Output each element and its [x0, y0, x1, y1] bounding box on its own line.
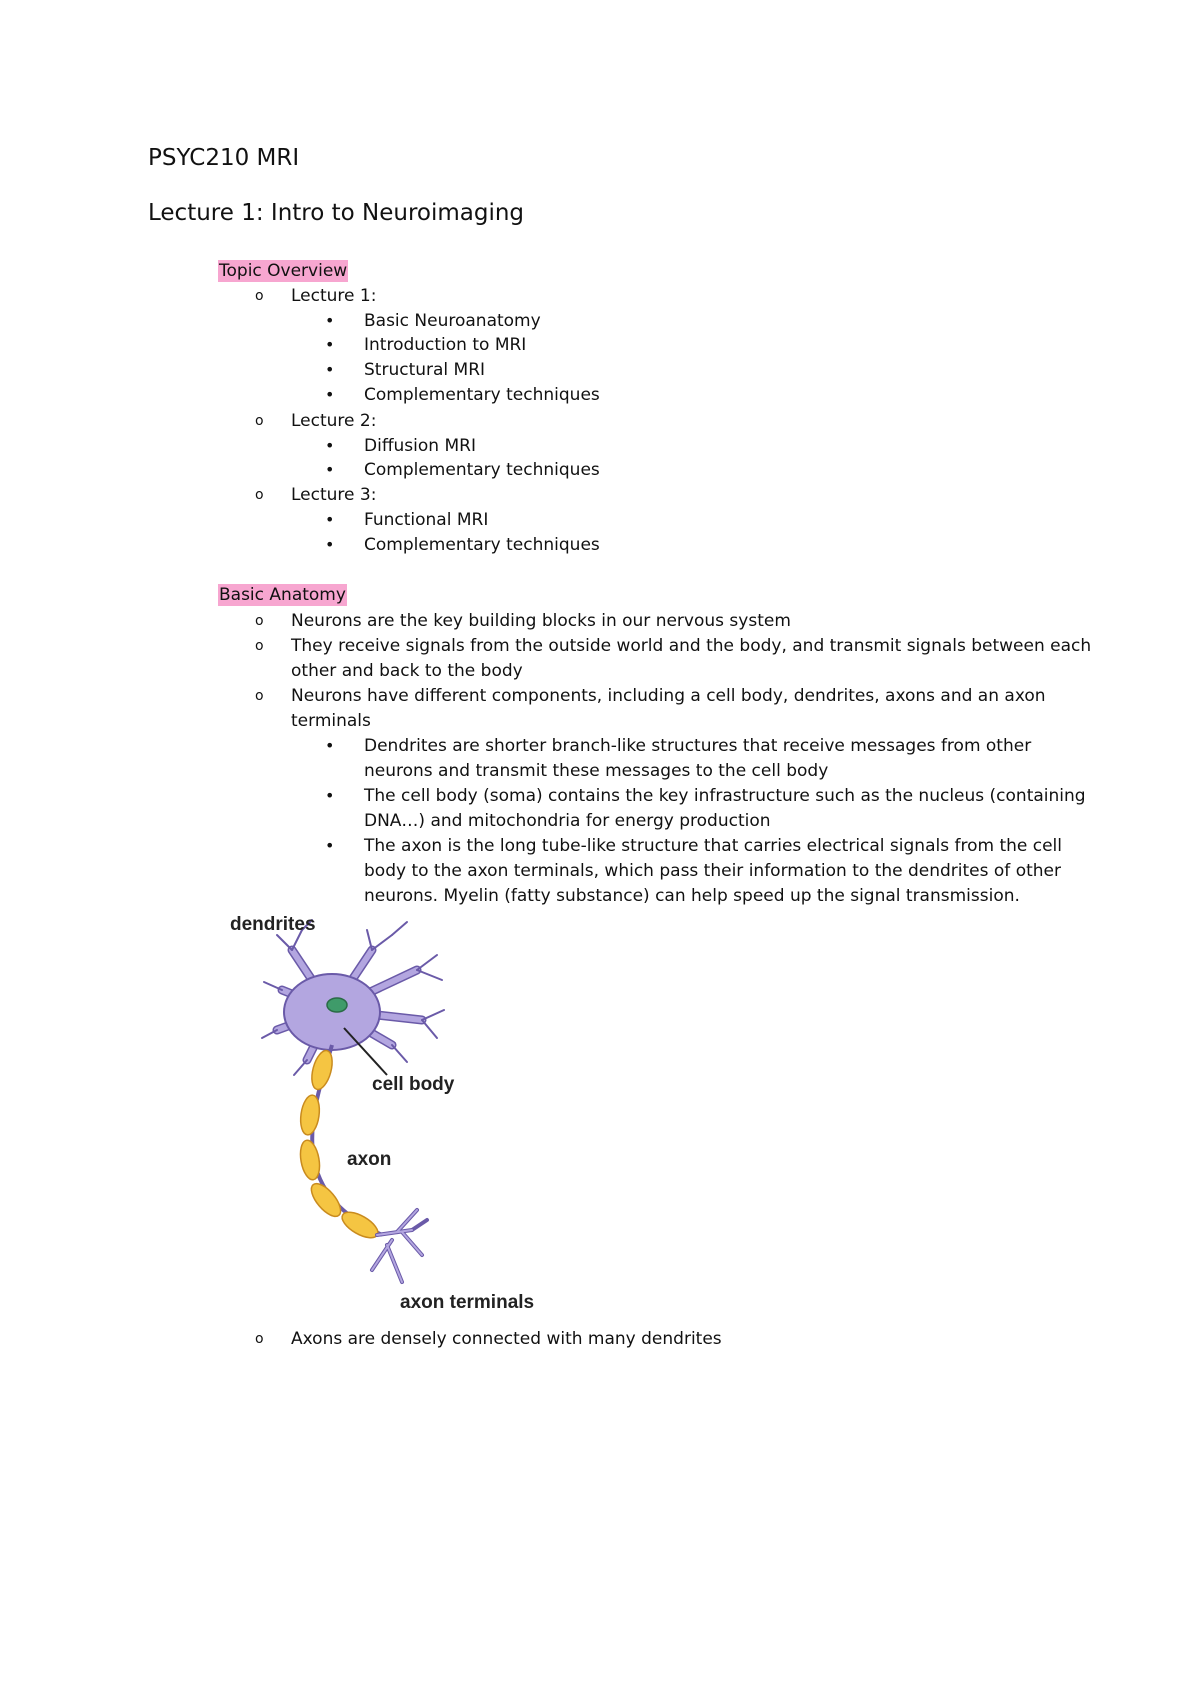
- anatomy-subpoint: The cell body (soma) contains the key infrastructure such as the nucleus (containing: [364, 786, 1086, 806]
- list-item: Diffusion MRI: [364, 436, 476, 456]
- bullet-icon: •: [325, 385, 335, 404]
- lecture-1-label: Lecture 1:: [291, 286, 377, 306]
- axon-terminals-branches: [372, 1210, 427, 1282]
- myelin-segments: [298, 1048, 382, 1242]
- bullet-icon: •: [325, 510, 335, 529]
- hollow-bullet-icon: o: [255, 613, 264, 629]
- list-item: Structural MRI: [364, 360, 486, 380]
- lecture-title: Lecture 1: Intro to Neuroimaging: [148, 200, 525, 226]
- anatomy-point: Neurons have different components, including a cell body, dendrites, axons and an axon: [291, 686, 1046, 706]
- hollow-bullet-icon: o: [255, 688, 264, 704]
- topic-overview-heading: Topic Overview: [219, 261, 348, 281]
- list-item: Complementary techniques: [364, 460, 600, 480]
- hollow-bullet-icon: o: [255, 1331, 264, 1347]
- anatomy-subpoint-continued: DNA…) and mitochondria for energy production: [364, 811, 771, 831]
- list-item: Basic Neuroanatomy: [364, 311, 541, 331]
- basic-anatomy-heading: Basic Anatomy: [219, 585, 346, 605]
- hollow-bullet-icon: o: [255, 638, 264, 654]
- label-dendrites: dendrites: [230, 914, 316, 935]
- neuron-cell-body: [262, 920, 444, 1075]
- bullet-icon: •: [325, 360, 335, 379]
- list-item: Functional MRI: [364, 510, 489, 530]
- anatomy-point-continued: other and back to the body: [291, 661, 523, 681]
- bullet-icon: •: [325, 535, 335, 554]
- anatomy-subpoint: The axon is the long tube-like structure that carries electrical signals from the cell: [364, 836, 1062, 856]
- anatomy-point-continued: terminals: [291, 711, 371, 731]
- bullet-icon: •: [325, 786, 335, 805]
- anatomy-subpoint: Dendrites are shorter branch-like structures that receive messages from other: [364, 736, 1032, 756]
- anatomy-subpoint-continued: neurons. Myelin (fatty substance) can help speed up the signal transmission.: [364, 886, 1020, 906]
- bullet-icon: •: [325, 311, 335, 330]
- list-item: Complementary techniques: [364, 385, 600, 405]
- anatomy-subpoint-continued: neurons and transmit these messages to the cell body: [364, 761, 829, 781]
- bullet-icon: •: [325, 736, 335, 755]
- list-item: Introduction to MRI: [364, 335, 527, 355]
- bullet-icon: •: [325, 436, 335, 455]
- bullet-icon: •: [325, 335, 335, 354]
- bullet-icon: •: [325, 836, 335, 855]
- bullet-icon: •: [325, 460, 335, 479]
- anatomy-final-point: Axons are densely connected with many dendrites: [291, 1329, 722, 1349]
- label-axon-terminals: axon terminals: [400, 1292, 535, 1310]
- label-cell-body: cell body: [372, 1074, 455, 1095]
- neuron-diagram: [222, 910, 552, 1310]
- nucleus: [327, 998, 347, 1012]
- lecture-2-label: Lecture 2:: [291, 411, 377, 431]
- hollow-bullet-icon: o: [255, 413, 264, 429]
- list-item: Complementary techniques: [364, 535, 600, 555]
- lecture-3-label: Lecture 3:: [291, 485, 377, 505]
- hollow-bullet-icon: o: [255, 487, 264, 503]
- hollow-bullet-icon: o: [255, 288, 264, 304]
- anatomy-point: Neurons are the key building blocks in our nervous system: [291, 611, 791, 631]
- anatomy-subpoint-continued: body to the axon terminals, which pass their information to the dendrites of other: [364, 861, 1061, 881]
- label-axon: axon: [347, 1149, 392, 1170]
- document-title: PSYC210 MRI: [148, 145, 300, 171]
- anatomy-point: They receive signals from the outside world and the body, and transmit signals between each: [291, 636, 1092, 656]
